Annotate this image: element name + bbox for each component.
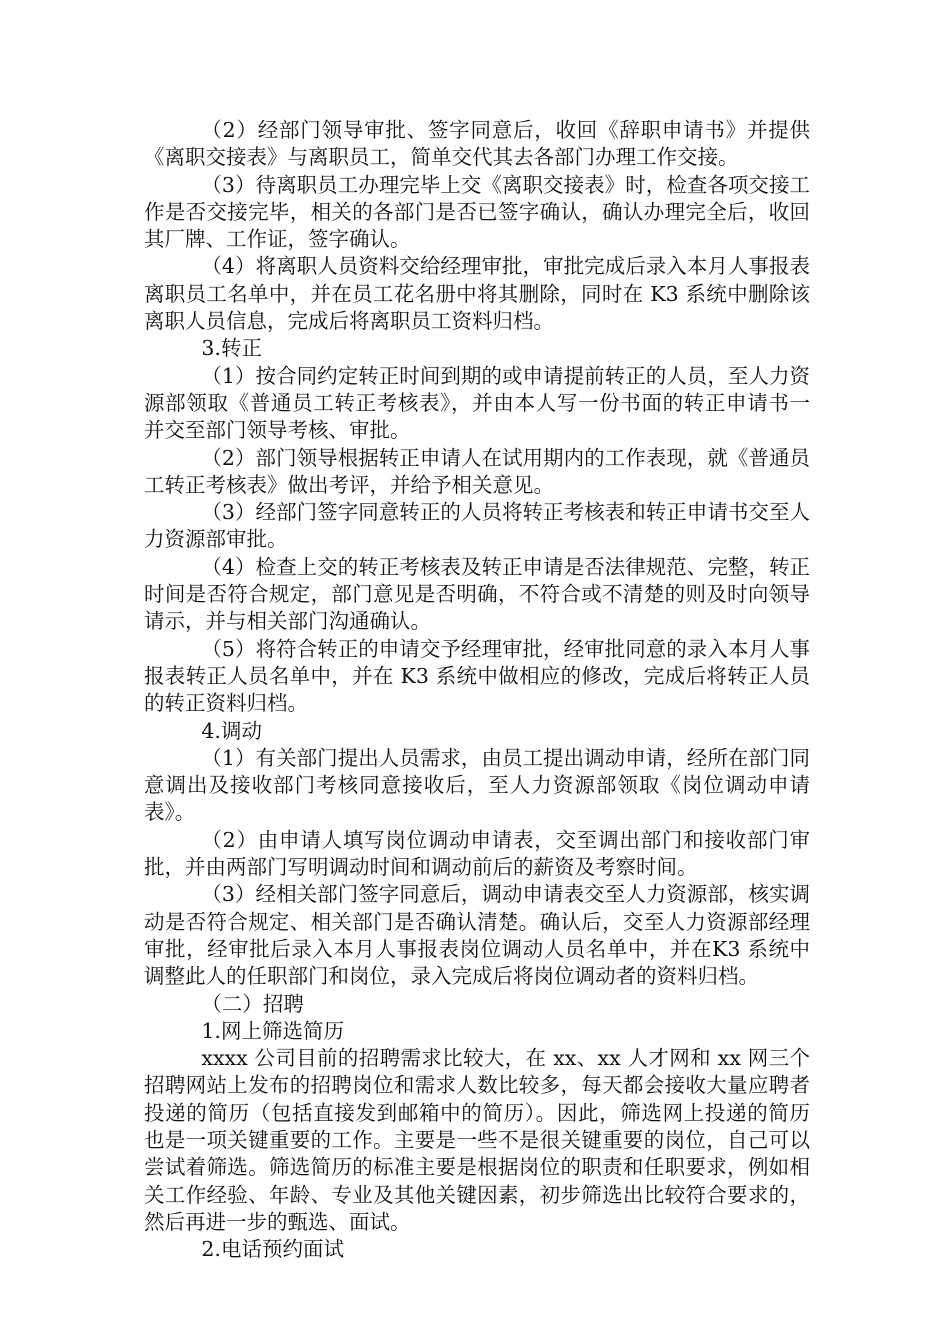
subsection-heading: 2.电话预约面试: [201, 1237, 344, 1262]
paragraph: （4）检查上交的转正考核表及转正申请是否法律规范、完整，转正时间是否符合规定，部门意见是否明确，不符合或不清楚的则及时向领导请示，并与相关部门沟通确认。: [144, 554, 810, 634]
paragraph: （2）经部门领导审批、签字同意后，收回《辞职申请书》并提供《离职交接表》与离职员工，简单交代其去各部门办理工作交接。: [144, 118, 810, 170]
paragraph: （2）由申请人填写岗位调动申请表，交至调出部门和接收部门审批，并由两部门写明调动时间和调动前后的薪资及考察时间。: [144, 827, 810, 880]
paragraph: （4）将离职人员资料交给经理审批，审批完成后录入本月人事报表离职员工名单中，并在员工花名册中将其删除，同时在 K3 系统中删除该离职人员信息，完成后将离职员工资料归档。: [144, 254, 810, 334]
section-heading: （二）招聘: [201, 991, 304, 1016]
paragraph: （3）经部门签字同意转正的人员将转正考核表和转正申请书交至人力资源部审批。: [144, 500, 810, 552]
paragraph: （2）部门领导根据转正申请人在试用期内的工作表现，就《普通员工转正考核表》做出考评，并给予相关意见。: [144, 445, 810, 497]
document-page: [144, 117, 810, 1263]
section-heading: 3.转正: [201, 336, 262, 361]
paragraph: （5）将符合转正的申请交予经理审批，经审批同意的录入本月人事报表转正人员名单中，并在 K3 系统中做相应的修改，完成后将转正人员的转正资料归档。: [144, 636, 810, 716]
paragraph: （1）有关部门提出人员需求，由员工提出调动申请，经所在部门同意调出及接收部门考核同意接收后，至人力资源部领取《岗位调动申请表》。: [144, 745, 810, 825]
subsection-heading: 1.网上筛选简历: [201, 1018, 344, 1043]
paragraph: xxxx 公司目前的招聘需求比较大，在 xx、xx 人才网和 xx 网三个招聘网站上发布的招聘岗位和需求人数比较多，每天都会接收大量应聘者投递的简历（包括直接发到邮箱中的简历）。因此，筛选网上投递的简历也是一项关键重要的工作。主要是一些不是很关键重要的岗位，自己可以尝试着筛选。筛选简历的标准主要是根据岗位的职责和任职要求，例如相关工作经验、年龄、专业及其他关键因素，初步筛选出比较符合要求的，然后再进一步的甄选、面试。: [144, 1046, 810, 1234]
paragraph: （3）经相关部门签字同意后，调动申请表交至人力资源部，核实调动是否符合规定、相关部门是否确认清楚。确认后，交至人力资源部经理审批，经审批后录入本月人事报表岗位调动人员名单中，并在K3 系统中调整此人的任职部门和岗位，录入完成后将岗位调动者的资料归档。: [144, 882, 810, 989]
paragraph: （3）待离职员工办理完毕上交《离职交接表》时，检查各项交接工作是否交接完毕，相关的各部门是否已签字确认，确认办理完全后，收回其厂牌、工作证，签字确认。: [144, 172, 810, 252]
section-heading: 4.调动: [201, 718, 262, 743]
paragraph: （1）按合同约定转正时间到期的或申请提前转正的人员，至人力资源部领取《普通员工转正考核表》，并由本人写一份书面的转正申请书一并交至部门领导考核、审批。: [144, 363, 810, 443]
